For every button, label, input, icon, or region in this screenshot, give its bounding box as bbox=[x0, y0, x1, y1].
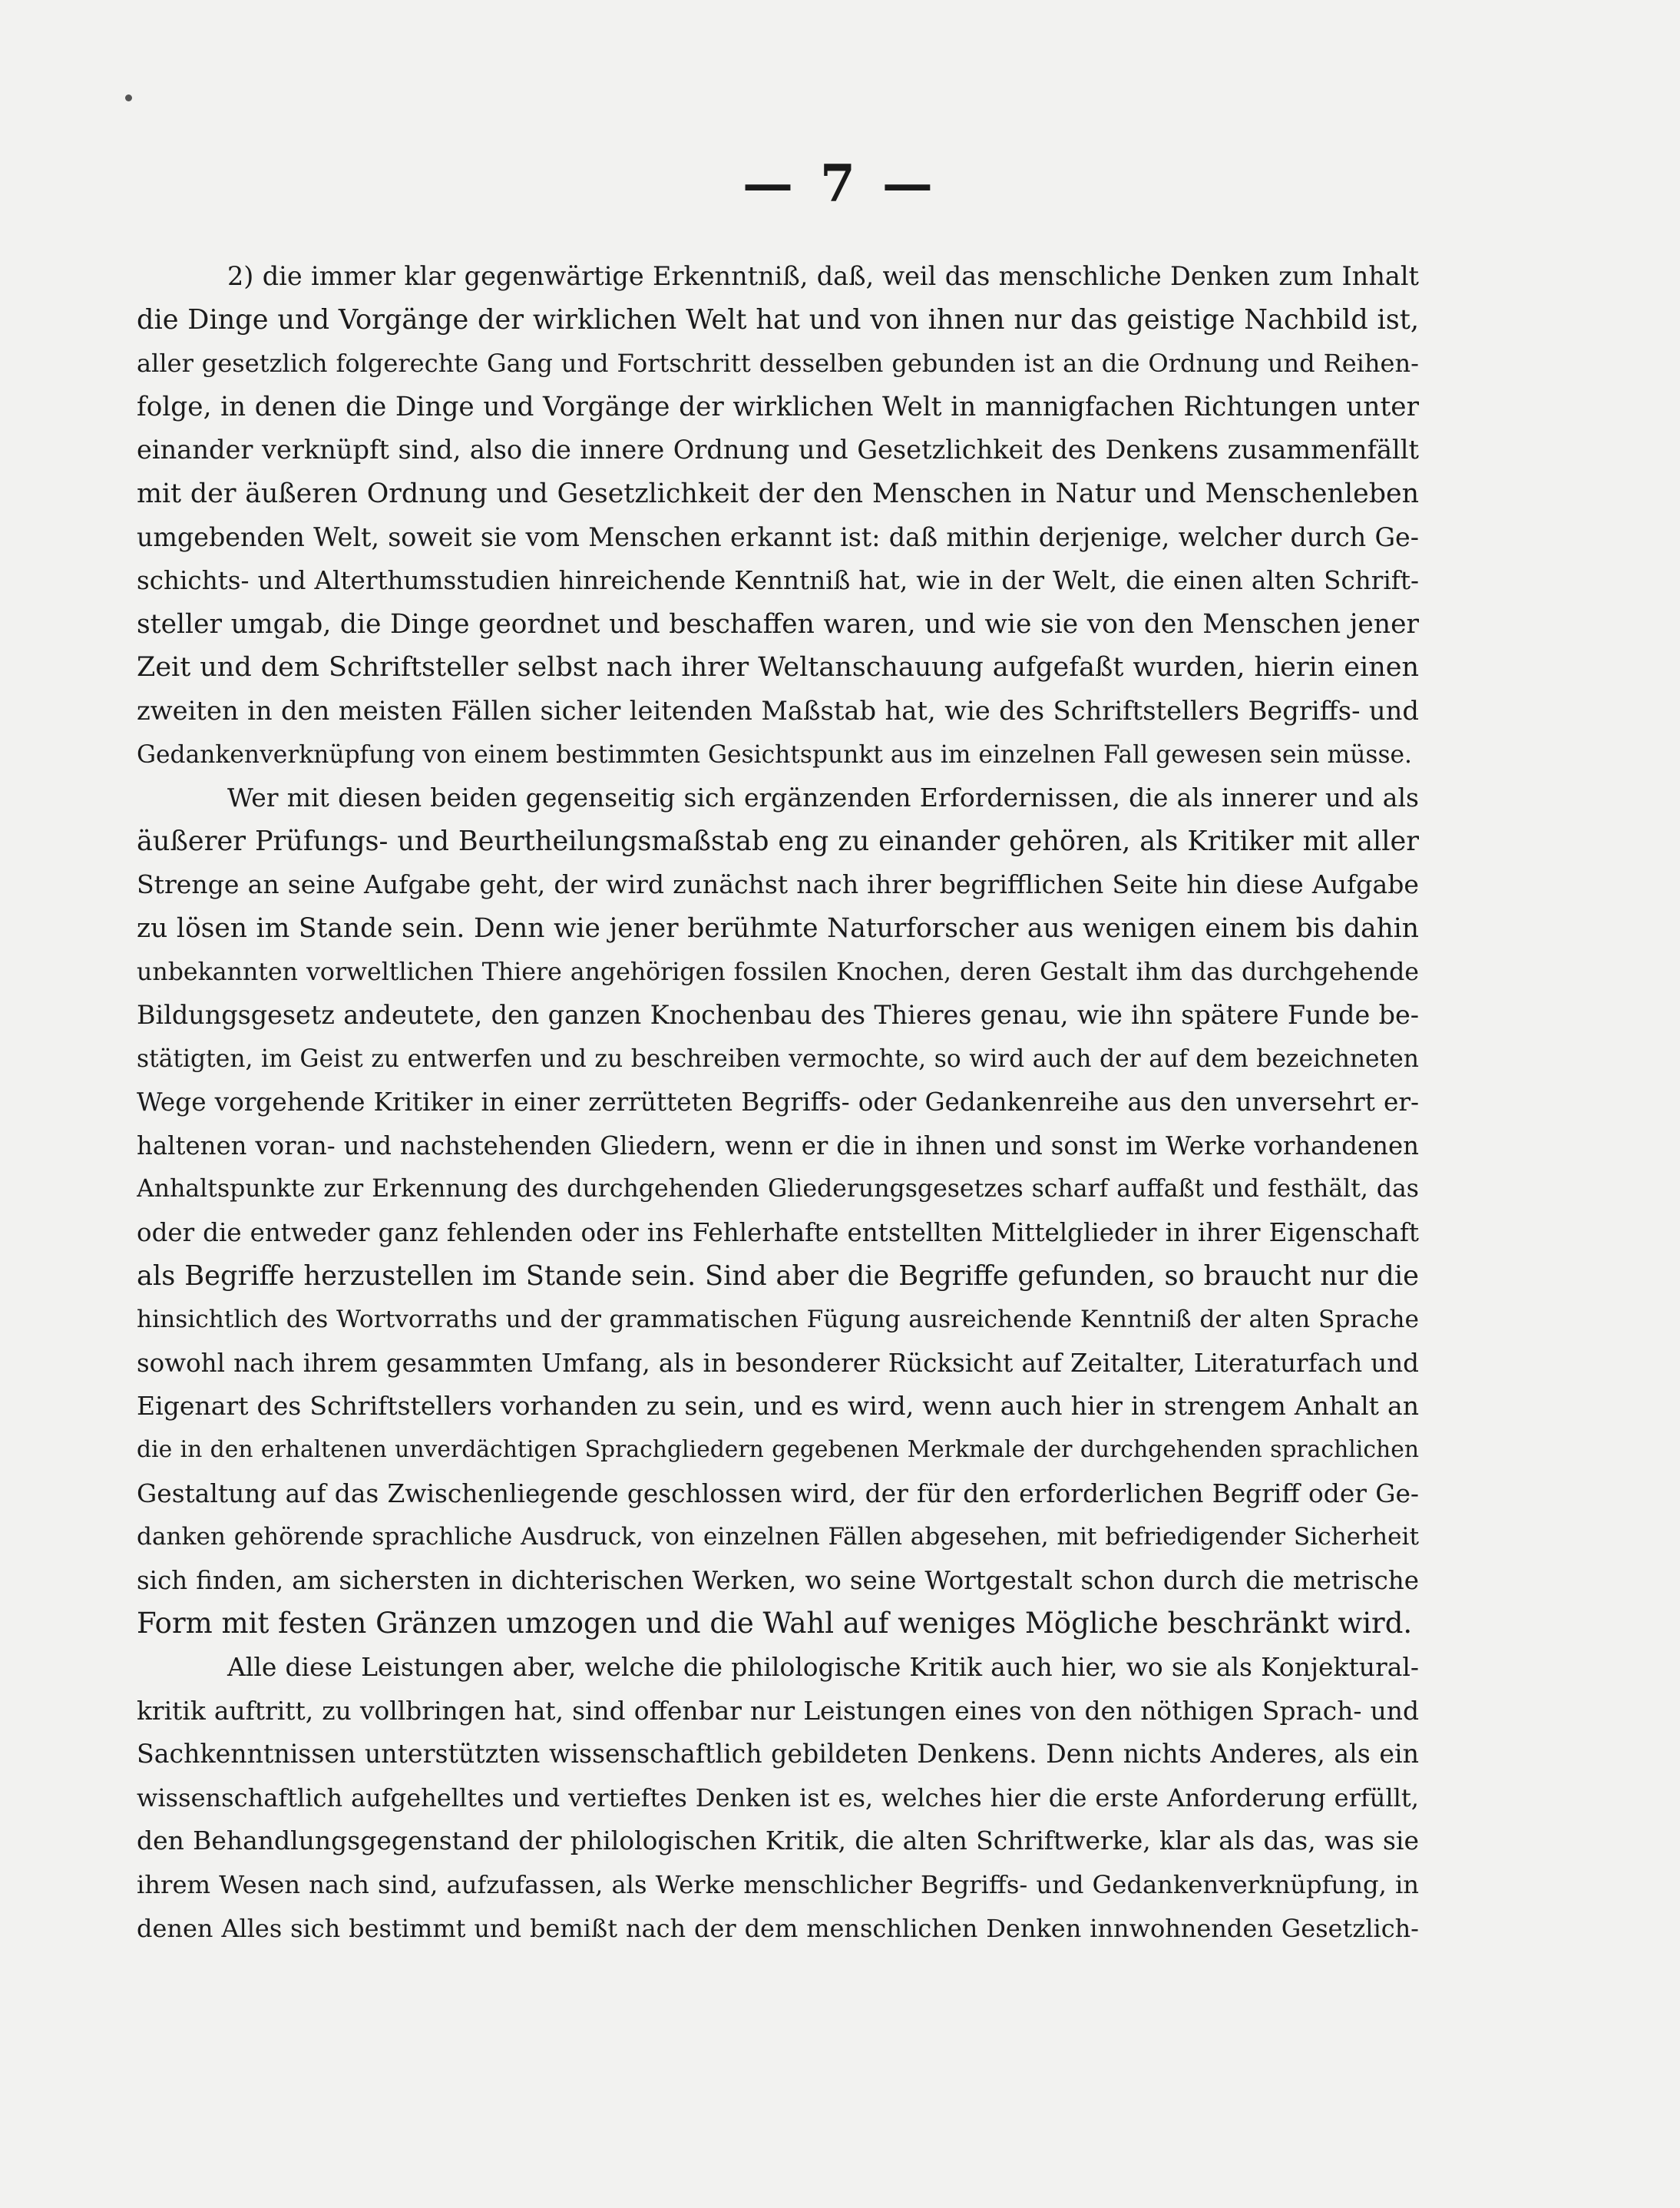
text-line: steller umgab, die Dinge geordnet und beschaffen waren, und wie sie von den Menschen jener bbox=[137, 608, 1419, 640]
text-line: mit der äußeren Ordnung und Gesetzlichkeit der den Menschen in Natur und Menschenleben bbox=[137, 478, 1419, 509]
text-line: haltenen voran- und nachstehenden Gliedern, wenn er die in ihnen und sonst im Werke vorhandenen bbox=[137, 1130, 1419, 1160]
text-line: Gedankenverknüpfung von einem bestimmten Gesichtspunkt aus im einzelnen Fall gewesen sein müsse. bbox=[137, 740, 1413, 769]
text-line: sowohl nach ihrem gesammten Umfang, als in besonderer Rücksicht auf Zeitalter, Literaturfach und bbox=[137, 1348, 1419, 1378]
text-line: als Begriffe herzustellen im Stande sein. Sind aber die Begriffe gefunden, so braucht nur die bbox=[137, 1260, 1419, 1292]
text-line: Wege vorgehende Kritiker in einer zerrütteten Begriffs- oder Gedankenreihe aus den unversehrt er- bbox=[137, 1087, 1419, 1117]
text-line: einander verknüpft sind, also die innere Ordnung und Gesetzlichkeit des Denkens zusammenfällt bbox=[137, 435, 1419, 465]
text-line: Alle diese Leistungen aber, welche die philologische Kritik auch hier, wo sie als Konjektural- bbox=[227, 1652, 1419, 1682]
text-line: zweiten in den meisten Fällen sicher leitenden Maßstab hat, wie des Schriftstellers Begriffs- und bbox=[137, 695, 1419, 726]
text-line: 2) die immer klar gegenwärtige Erkenntniß, daß, weil das menschliche Denken zum Inhalt bbox=[227, 261, 1419, 291]
text-line: äußerer Prüfungs- und Beurtheilungsmaßstab eng zu einander gehören, als Kritiker mit aller bbox=[137, 825, 1419, 857]
text-line: unbekannten vorweltlichen Thiere angehörigen fossilen Knochen, deren Gestalt ihm das durchgehende bbox=[137, 958, 1419, 986]
text-line: folge, in denen die Dinge und Vorgänge der wirklichen Welt in mannigfachen Richtungen unter bbox=[137, 391, 1419, 422]
body-text bbox=[137, 255, 1419, 1950]
text-line: Form mit festen Gränzen umzogen und die Wahl auf weniges Mögliche beschränkt wird. bbox=[137, 1607, 1413, 1640]
text-line: die in den erhaltenen unverdächtigen Sprachgliedern gegebenen Merkmale der durchgehenden sprachlichen bbox=[137, 1436, 1419, 1464]
text-line: sich finden, am sichersten in dichterischen Werken, wo seine Wortgestalt schon durch die metrische bbox=[137, 1565, 1419, 1595]
text-line: umgebenden Welt, soweit sie vom Menschen erkannt ist: daß mithin derjenige, welcher durch Ge- bbox=[137, 521, 1419, 552]
text-line: Gestaltung auf das Zwischenliegende geschlossen wird, der für den erforderlichen Begriff oder Ge- bbox=[137, 1478, 1419, 1508]
text-line: die Dinge und Vorgänge der wirklichen Welt hat und von ihnen nur das geistige Nachbild ist, bbox=[137, 303, 1419, 336]
text-line: kritik auftritt, zu vollbringen hat, sind offenbar nur Leistungen eines von den nöthigen Sprach- und bbox=[137, 1695, 1419, 1726]
text-line: danken gehörende sprachliche Ausdruck, von einzelnen Fällen abgesehen, mit befriedigender Sicherheit bbox=[137, 1523, 1419, 1551]
text-line: stätigten, im Geist zu entwerfen und zu beschreiben vermochte, so wird auch der auf dem bezeichneten bbox=[137, 1044, 1419, 1073]
text-line: Wer mit diesen beiden gegenseitig sich ergänzenden Erfordernissen, die als innerer und als bbox=[227, 783, 1419, 813]
text-line: aller gesetzlich folgerechte Gang und Fortschritt desselben gebunden ist an die Ordnung und Reihen- bbox=[137, 349, 1419, 379]
text-line: Strenge an seine Aufgabe geht, der wird zunächst nach ihrer begrifflichen Seite hin diese Aufgabe bbox=[137, 869, 1419, 900]
ink-speck bbox=[125, 94, 132, 101]
text-line: zu lösen im Stande sein. Denn wie jener berühmte Naturforscher aus wenigen einem bis dahin bbox=[137, 912, 1419, 944]
text-line: den Behandlungsgegenstand der philologischen Kritik, die alten Schriftwerke, klar als das, was sie bbox=[137, 1826, 1419, 1856]
text-line: schichts- und Alterthumsstudien hinreichende Kenntniß hat, wie in der Welt, die einen alten Schrift- bbox=[137, 566, 1419, 596]
text-line: Eigenart des Schriftstellers vorhanden zu sein, und es wird, wenn auch hier in strengem Anhalt an bbox=[137, 1391, 1419, 1422]
text-line: hinsichtlich des Wortvorraths und der grammatischen Fügung ausreichende Kenntniß der alten Sprache bbox=[137, 1306, 1419, 1334]
text-line: Sachkenntnissen unterstützten wissenschaftlich gebildeten Denkens. Denn nichts Anderes, als ein bbox=[137, 1739, 1419, 1769]
text-line: oder die entweder ganz fehlenden oder ins Fehlerhafte entstellten Mittelglieder in ihrer Eigenschaft bbox=[137, 1218, 1419, 1248]
page-number: — 7 — bbox=[742, 154, 938, 214]
text-line: wissenschaftlich aufgehelltes und vertieftes Denken ist es, welches hier die erste Anforderung erfüllt, bbox=[137, 1783, 1419, 1812]
text-line: ihrem Wesen nach sind, aufzufassen, als Werke menschlicher Begriffs- und Gedankenverknüpfung, in bbox=[137, 1869, 1419, 1899]
text-line: Zeit und dem Schriftsteller selbst nach ihrer Weltanschauung aufgefaßt wurden, hierin einen bbox=[137, 652, 1419, 684]
text-line: Bildungsgesetz andeutete, den ganzen Knochenbau des Thieres genau, wie ihn spätere Funde be- bbox=[137, 1000, 1419, 1031]
text-line: Anhaltspunkte zur Erkennung des durchgehenden Gliederungsgesetzes scharf auffaßt und festhält, das bbox=[137, 1175, 1419, 1203]
text-line: denen Alles sich bestimmt und bemißt nach der dem menschlichen Denken innwohnenden Gesetzlich- bbox=[137, 1913, 1419, 1943]
